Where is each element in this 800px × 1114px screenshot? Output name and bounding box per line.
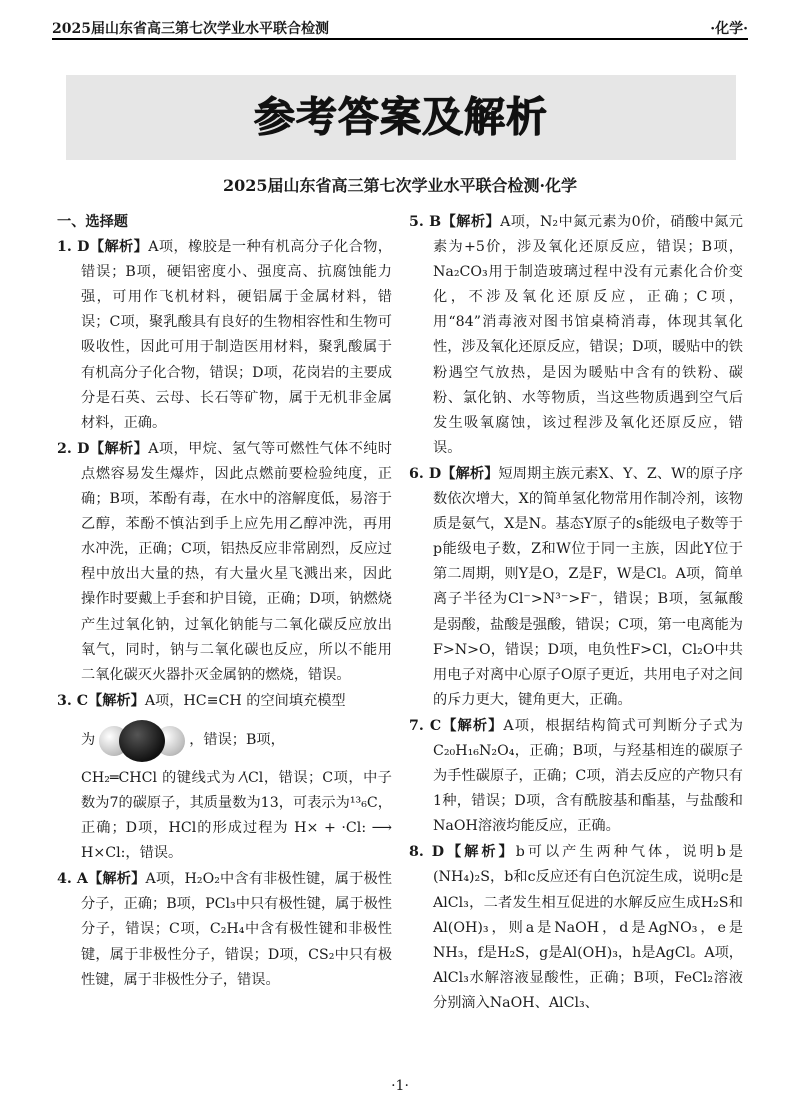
- banner-title: 参考答案及解析: [254, 93, 548, 141]
- answer-item-3-continued: CH₂═CHCl 的键线式为 ⁄\Cl，错误；C项，中子数为7的碳原子，其质量数为13，可表示为¹³₆C，正确；D项，HCl的形成过程为 H× + ·Cl: ⟶ H×Cl:，错误。: [81, 769, 392, 862]
- document-subtitle: 2025届山东省高三第七次学业水平联合检测·化学: [222, 176, 578, 195]
- answer-item-1: 1. D【解析】A项，橡胶是一种有机高分子化合物，错误；B项，硬铝密度小、强度高、抗腐蚀能力强，可用作飞机材料，硬铝属于金属材料，错误；C项，聚乳酸具有良好的生物相容性和生物可吸收性，因此可用于制造医用材料，聚乳酸属于有机高分子化合物，错误；D项，花岗岩的主要成分是石英、云母、长石等矿物，属于无机非金属材料，正确。: [57, 239, 392, 431]
- answer-item-8: 8. D【解析】b可以产生两种气体，说明b是(NH₄)₂S，b和c反应还有白色沉淀生成，说明c是AlCl₃，二者发生相互促进的水解反应生成H₂S和Al(OH)₃，则a是NaOH，d是AgNO₃，e是NH₃，f是H₂S，g是Al(OH)₃，h是AgCl。A项，AlCl₃水解溶液显酸性，正确；B项，FeCl₂溶液分别滴入NaOH、AlCl₃、: [409, 844, 743, 1011]
- header-exam-title: 2025届山东省高三第七次学业水平联合检测: [52, 21, 329, 37]
- answer-item-6: 6. D【解析】短周期主族元素X、Y、Z、W的原子序数依次增大，X的简单氢化物常用作制冷剂，该物质是氨气，X是N。基态Y原子的s能级电子数等于p能级电子数，Z和W位于同一主族，因此Y位于第二周期，则Y是O，Z是F，W是Cl。A项，简单离子半径为Cl⁻>N³⁻>F⁻，错误；B项，氢氟酸是弱酸，盐酸是强酸，错误；C项，第一电离能为F>N>O，错误；D项，电负性F>Cl，Cl₂O中共用电子对离中心原子O原子更近，共用电子对之间的斥力更大，键角更大，正确。: [409, 465, 743, 708]
- answer-item-7: 7. C【解析】A项，根据结构简式可判断分子式为C₂₀H₁₆N₂O₄，正确；B项，与羟基相连的碳原子为手性碳原子，正确；C项，消去反应的产物只有1种，错误；D项，含有酰胺基和酯基，与盐酸和NaOH溶液均能反应，正确。: [409, 717, 743, 835]
- page-number: ·1·: [391, 1078, 409, 1094]
- right-column: [409, 210, 743, 1017]
- header-subject: ·化学·: [710, 21, 748, 37]
- answer-item-2: 2. D【解析】A项，甲烷、氢气等可燃性气体不纯时点燃容易发生爆炸，因此点燃前要检验纯度，正确；B项，苯酚有毒，在水中的溶解度低，易溶于乙醇，苯酚不慎沾到手上应先用乙醇冲洗，再用水冲洗，正确；C项，铝热反应非常剧烈，反应过程中放出大量的热，有大量火星飞溅出来，因此操作时要戴上手套和护目镜，正确；D项，钠燃烧产生过氧化钠，过氧化钠能与二氧化碳反应放出氧气，同时，钠与二氧化碳也反应，所以不能用二氧化碳灭火器扑灭金属钠的燃烧，错误。: [57, 440, 392, 683]
- answer-item-4: 4. A【解析】A项，H₂O₂中含有非极性键，属于极性分子，正确；B项，PCl₃中只有极性键，属于极性分子，错误；C项，C₂H₄中含有极性键和非极性键，属于非极性分子，错误；D项，CS₂中只有极性键，属于非极性分子，错误。: [57, 871, 392, 988]
- title-banner: [66, 75, 736, 160]
- acetylene-space-filling-model: [99, 720, 185, 762]
- header-divider: [52, 38, 748, 40]
- left-column: [57, 210, 392, 994]
- space-filling-model-row: 为 ，错误；B项，: [57, 716, 392, 766]
- section-heading: 一、选择题: [57, 214, 128, 230]
- answer-item-3: 3. C【解析】A项，HC≡CH 的空间填充模型: [57, 692, 346, 709]
- answer-item-5: 5. B【解析】A项，N₂中氮元素为0价，硝酸中氮元素为+5价，涉及氧化还原反应，错误；B项，Na₂CO₃用于制造玻璃过程中没有元素化合价变化，不涉及氧化还原反应，正确；C项，用“84”消毒液对图书馆桌椅消毒，体现其氧化性，涉及氧化还原反应，错误；D项，暖贴中的铁粉遇空气放热，是因为暖贴中含有的铁粉、碳粉、氯化钠、水等物质，当这些物质遇到空气后发生吸氧腐蚀，该过程涉及氧化还原反应，错误。: [409, 214, 743, 456]
